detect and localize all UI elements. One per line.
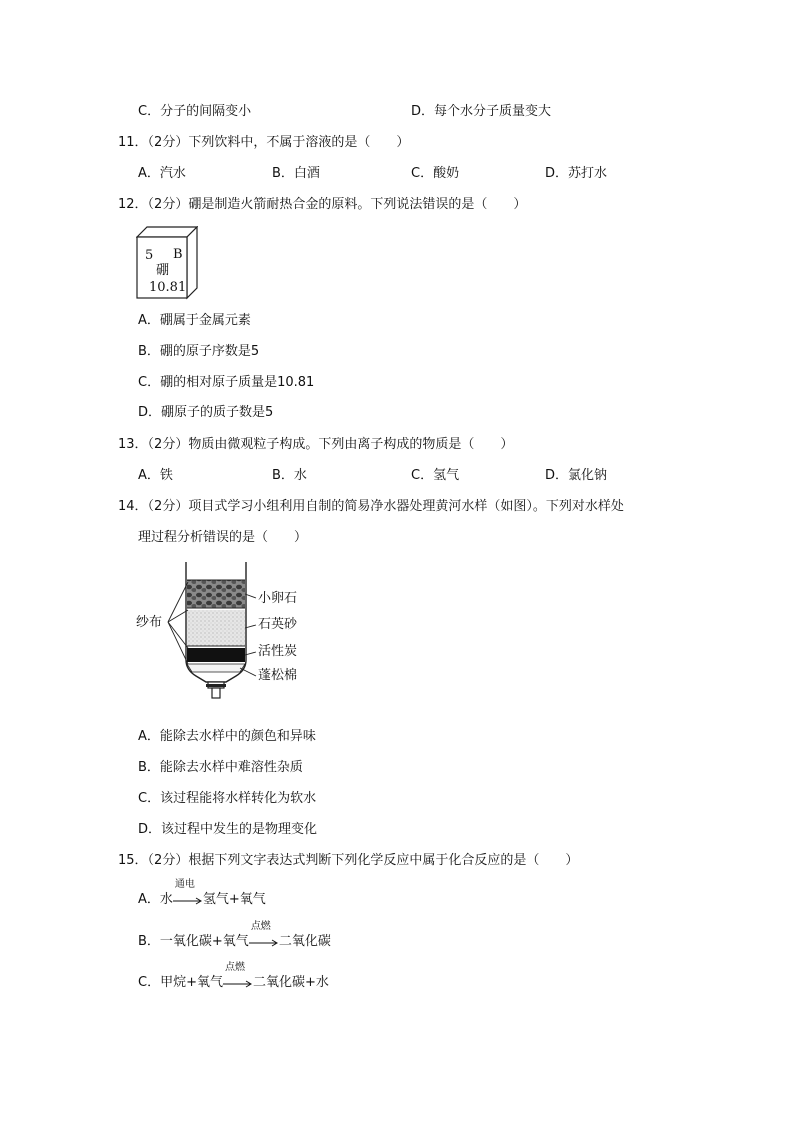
element-name: 硼 <box>156 263 170 278</box>
q15-option-a <box>138 879 266 908</box>
q11-stem: 11．（2分）下列饮料中，不属于溶液的是（ ） <box>118 135 410 150</box>
q11-option-d: D．苏打水 <box>545 166 608 181</box>
q15-c-condition-arrow <box>223 962 253 991</box>
q11-option-c: C．酸奶 <box>411 166 460 181</box>
q11-option-a: A．汽水 <box>138 166 186 181</box>
gauze-label: 纱布 <box>136 615 163 630</box>
reaction-arrow-icon <box>173 895 203 905</box>
q13-option-b: B．水 <box>272 468 307 483</box>
q12-option-b: B．硼的原子序数是5 <box>138 344 260 359</box>
water-filter-figure <box>136 560 316 702</box>
reaction-arrow-icon <box>249 937 279 947</box>
q15-c-products: 二氧化碳+水 <box>252 975 329 990</box>
element-symbol: B <box>173 247 183 262</box>
q12-option-c: C．硼的相对原子质量是10.81 <box>138 375 315 390</box>
label-activated-carbon: 活性炭 <box>258 644 298 659</box>
q14-option-c: C．该过程能将水样转化为软水 <box>138 791 317 806</box>
q14-stem-line2: 理过程分析错误的是（ ） <box>138 530 308 545</box>
q15-a-products: 氢气+氧气 <box>202 892 266 907</box>
q13-option-c: C．氢气 <box>411 468 460 483</box>
q15-b-reactants: B．一氧化碳+氧气 <box>138 934 249 949</box>
q15-a-condition-arrow <box>173 879 203 908</box>
q14-stem-line1: 14．（2分）项目式学习小组利用自制的简易净水器处理黄河水样（如图）。下列对水样处 <box>118 499 624 514</box>
q12-option-a: A．硼属于金属元素 <box>138 313 251 328</box>
q15-a-reactants: A．水 <box>138 892 173 907</box>
q12-stem: 12．（2分）硼是制造火箭耐热合金的原料。下列说法错误的是（ ） <box>118 197 527 212</box>
q14-option-d: D．该过程中发生的是物理变化 <box>138 822 318 837</box>
q13-stem: 13．（2分）物质由微观粒子构成。下列由离子构成的物质是（ ） <box>118 437 514 452</box>
q13-option-d: D．氯化钠 <box>545 468 608 483</box>
q15-b-condition: 点燃 <box>250 921 271 932</box>
periodic-element-box <box>136 226 198 300</box>
q12-option-d: D．硼原子的质子数是5 <box>138 405 274 420</box>
q10-option-d: D．每个水分子质量变大 <box>411 104 552 119</box>
q15-a-condition: 通电 <box>174 879 195 890</box>
q10-option-c: C．分子的间隔变小 <box>138 104 252 119</box>
q15-option-c <box>138 962 329 991</box>
layer-quartz-sand <box>187 610 245 646</box>
q15-option-b <box>138 921 331 950</box>
layer-cotton <box>187 664 245 672</box>
reaction-arrow-icon <box>223 978 253 988</box>
q15-c-reactants: C．甲烷+氧气 <box>138 975 223 990</box>
label-quartz-sand: 石英砂 <box>258 617 298 632</box>
element-atomic-mass: 10.81 <box>149 280 187 295</box>
q15-b-condition-arrow <box>249 921 279 950</box>
q14-option-b: B．能除去水样中难溶性杂质 <box>138 760 303 775</box>
element-atomic-number: 5 <box>145 248 154 263</box>
q11-option-b: B．白酒 <box>272 166 320 181</box>
q15-stem: 15．（2分）根据下列文字表达式判断下列化学反应中属于化合反应的是（ ） <box>118 853 579 868</box>
layer-activated-carbon <box>187 648 245 662</box>
q15-c-condition: 点燃 <box>224 962 245 973</box>
q15-b-products: 二氧化碳 <box>278 934 331 949</box>
label-pebbles: 小卵石 <box>258 591 298 606</box>
q13-option-a: A．铁 <box>138 468 173 483</box>
label-cotton: 蓬松棉 <box>258 668 298 683</box>
q14-option-a: A．能除去水样中的颜色和异味 <box>138 729 316 744</box>
layer-pebbles <box>187 580 245 608</box>
